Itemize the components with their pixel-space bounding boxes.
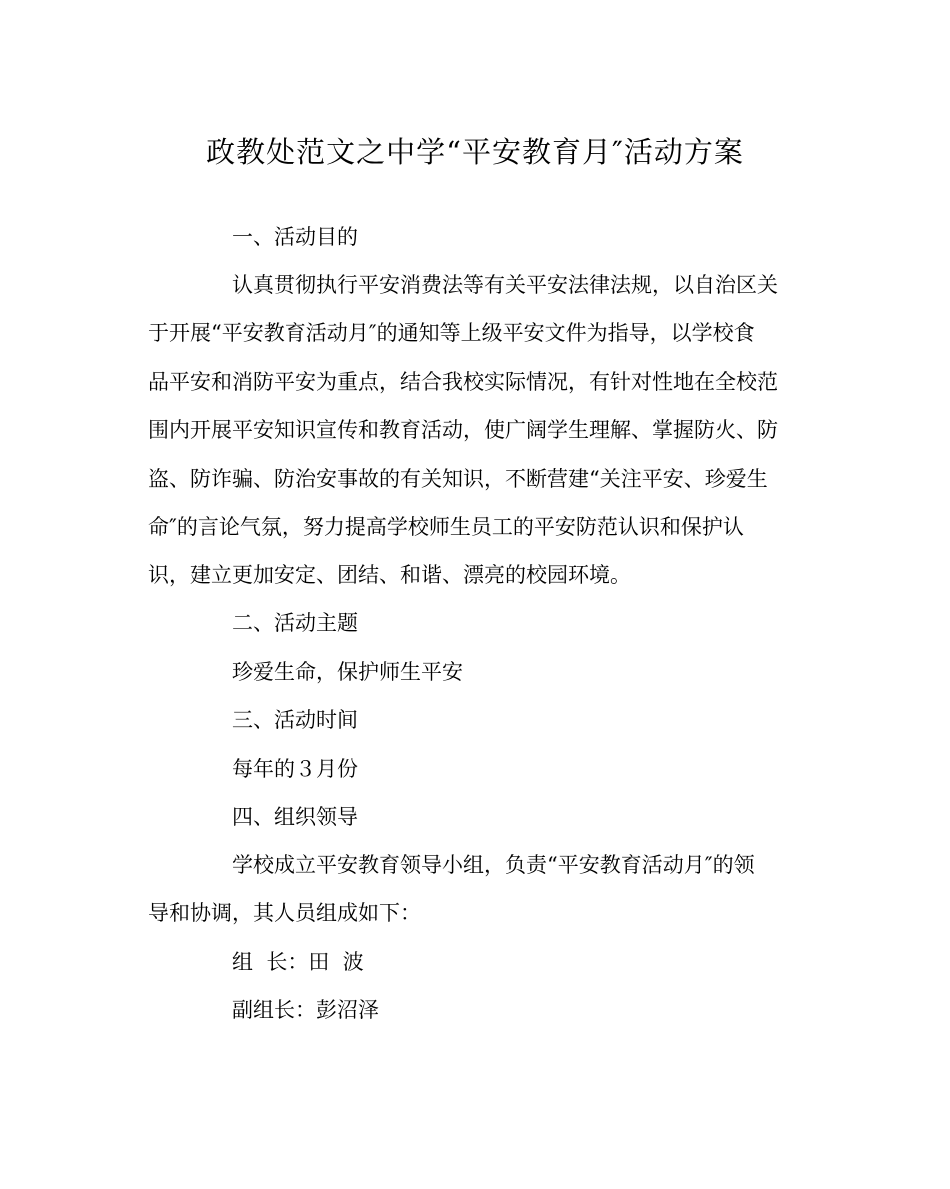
section-1-paragraph-line: 识，建立更加安定、团结、和谐、漂亮的校园环境。 — [148, 563, 631, 587]
section-2-content: 珍爱生命，保护师生平安 — [232, 660, 463, 684]
section-1-paragraph-line: 围内开展平安知识宣传和教育活动，使广阔学生理解、掌握防火、防 — [148, 418, 778, 442]
section-4-paragraph-line: 学校成立平安教育领导小组，负责“平安教育活动月″的领 — [232, 853, 755, 877]
leader-line: 组 长：田 波 — [232, 950, 364, 974]
section-3-heading: 三、活动时间 — [232, 708, 358, 732]
section-1-paragraph-line: 命″的言论气氛，努力提高学校师生员工的平安防范认识和保护认 — [148, 515, 744, 539]
section-1-paragraph-line: 于开展“平安教育活动月″的通知等上级平安文件为指导，以学校食 — [148, 321, 755, 345]
section-4-paragraph-line: 导和协调，其人员组成如下： — [148, 901, 421, 925]
section-1-paragraph-line: 认真贯彻执行平安消费法等有关平安法律法规，以自治区关 — [232, 273, 778, 297]
section-4-heading: 四、组织领导 — [232, 805, 358, 829]
section-2-heading: 二、活动主题 — [232, 611, 358, 635]
section-1-paragraph-line: 品平安和消防平安为重点，结合我校实际情况，有针对性地在全校范 — [148, 370, 778, 394]
section-1-paragraph-line: 盗、防诈骗、防治安事故的有关知识，不断营建“关注平安、珍爱生 — [148, 467, 768, 491]
section-1-heading: 一、活动目的 — [232, 225, 358, 249]
section-3-content: 每年的３月份 — [232, 757, 358, 781]
document-title: 政教处范文之中学“平安教育月″活动方案 — [206, 135, 744, 169]
deputy-leader-line: 副组长：彭沼泽 — [232, 998, 379, 1022]
